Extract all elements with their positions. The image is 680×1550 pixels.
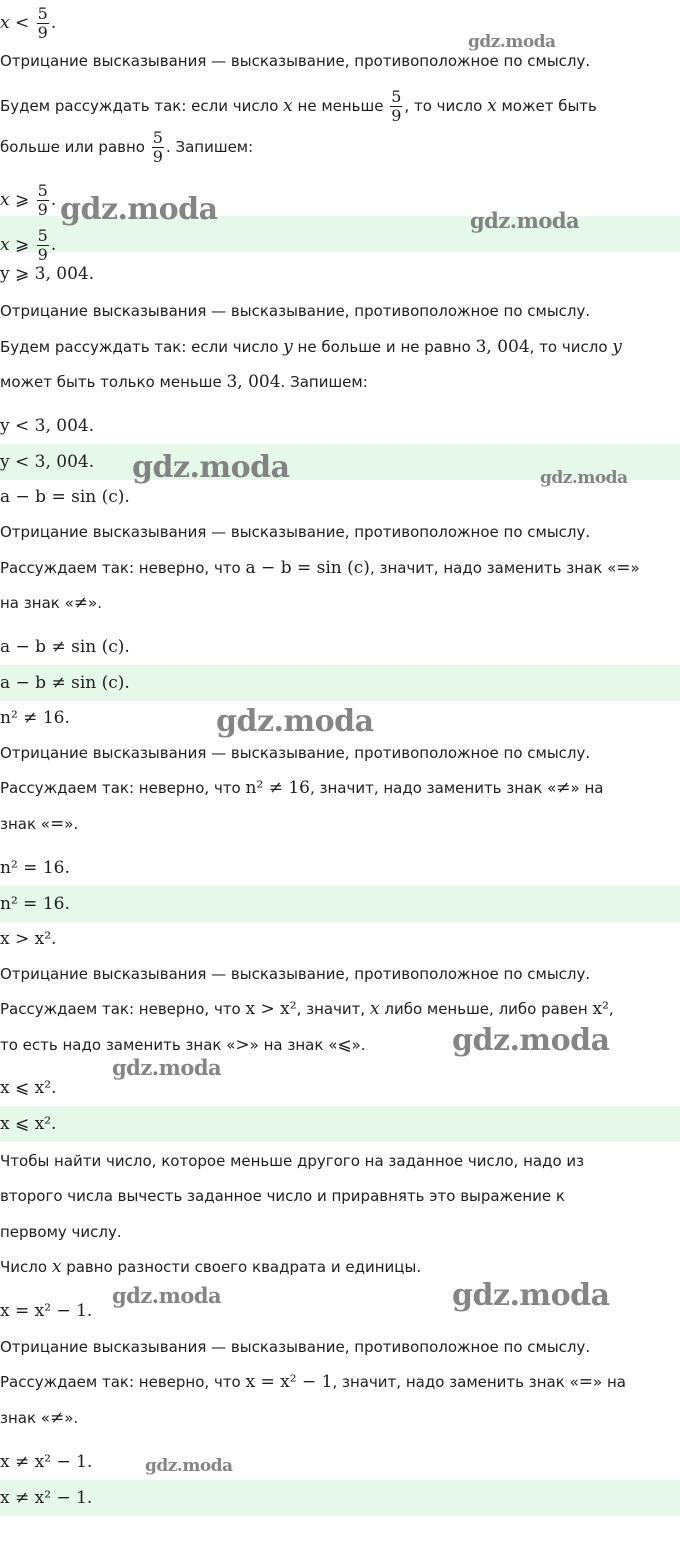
- fraction: $\frac{5}{9}$: [37, 181, 48, 219]
- watermark: gdz.moda: [452, 1023, 610, 1058]
- watermark: gdz.moda: [216, 704, 374, 739]
- answer-line: a − b ≠ sin (c).: [0, 673, 130, 693]
- fraction: $\frac{5}{9}$: [37, 4, 48, 42]
- reasoning-text: знак «=».: [0, 814, 79, 834]
- watermark: gdz.moda: [60, 192, 218, 227]
- answer-line: x ⩽ x².: [0, 1114, 57, 1134]
- statement-line: a − b = sin (c).: [0, 487, 130, 507]
- fraction: $\frac{5}{9}$: [37, 226, 48, 264]
- watermark: gdz.moda: [470, 208, 580, 233]
- reasoning-text: Рассуждаем так: неверно, что x = x² − 1, значит, надо заменить знак «=» на: [0, 1372, 626, 1392]
- watermark: gdz.moda: [132, 450, 290, 485]
- watermark: gdz.moda: [540, 468, 628, 488]
- watermark: gdz.moda: [145, 1456, 233, 1476]
- result-line: x ≠ x² − 1.: [0, 1452, 93, 1472]
- watermark: gdz.moda: [468, 32, 556, 52]
- answer-line: x ⩾ $\frac{5}{9}$ .: [0, 226, 57, 264]
- result-line: n² = 16.: [0, 858, 70, 878]
- reasoning-text: на знак «≠».: [0, 593, 102, 613]
- reasoning-text: Будем рассуждать так: если число y не больше и не равно 3, 004, то число y: [0, 337, 622, 357]
- result-line: x ⩽ x².: [0, 1078, 57, 1098]
- definition-text: Отрицание высказывания — высказывание, противоположное по смыслу.: [0, 52, 591, 70]
- statement-line: x > x².: [0, 929, 57, 949]
- reasoning-text: может быть только меньше 3, 004. Запишем:: [0, 372, 368, 392]
- statement-line: x < $\frac{5}{9}$ .: [0, 4, 57, 42]
- definition-text: Отрицание высказывания — высказывание, противоположное по смыслу.: [0, 744, 591, 762]
- definition-text: Отрицание высказывания — высказывание, противоположное по смыслу.: [0, 523, 591, 541]
- watermark: gdz.moda: [452, 1278, 610, 1313]
- definition-text: Отрицание высказывания — высказывание, противоположное по смыслу.: [0, 302, 591, 320]
- reasoning-text: Будем рассуждать так: если число x не меньше $\frac{5}{9}$ , то число x может быть: [0, 87, 597, 125]
- reasoning-text: Рассуждаем так: неверно, что x > x², значит, x либо меньше, либо равен x²,: [0, 999, 614, 1019]
- explanation-text: Число x равно разности своего квадрата и единицы.: [0, 1257, 422, 1277]
- explanation-text: первому числу.: [0, 1223, 122, 1241]
- reasoning-text: знак «≠».: [0, 1408, 79, 1428]
- result-line: y < 3, 004.: [0, 416, 95, 436]
- reasoning-text: больше или равно $\frac{5}{9}$ . Запишем:: [0, 128, 254, 166]
- watermark: gdz.moda: [112, 1283, 222, 1308]
- answer-line: x ≠ x² − 1.: [0, 1488, 93, 1508]
- statement-line: x = x² − 1.: [0, 1301, 93, 1321]
- reasoning-text: Рассуждаем так: неверно, что a − b = sin (c), значит, надо заменить знак «=»: [0, 558, 640, 578]
- reasoning-text: то есть надо заменить знак «>» на знак «⩽».: [0, 1035, 366, 1055]
- answer-line: y < 3, 004.: [0, 452, 95, 472]
- explanation-text: Чтобы найти число, которое меньше другого на заданное число, надо из: [0, 1152, 585, 1170]
- result-line: a − b ≠ sin (c).: [0, 637, 130, 657]
- fraction: $\frac{5}{9}$: [152, 128, 163, 166]
- definition-text: Отрицание высказывания — высказывание, противоположное по смыслу.: [0, 965, 591, 983]
- result-line: x ⩾ $\frac{5}{9}$ .: [0, 181, 57, 219]
- explanation-text: второго числа вычесть заданное число и приравнять это выражение к: [0, 1187, 565, 1205]
- reasoning-text: Рассуждаем так: неверно, что n² ≠ 16, значит, надо заменить знак «≠» на: [0, 778, 604, 798]
- fraction: $\frac{5}{9}$: [391, 87, 402, 125]
- statement-line: y ⩾ 3, 004.: [0, 264, 95, 284]
- definition-text: Отрицание высказывания — высказывание, противоположное по смыслу.: [0, 1338, 591, 1356]
- answer-line: n² = 16.: [0, 894, 70, 914]
- statement-line: n² ≠ 16.: [0, 708, 70, 728]
- watermark: gdz.moda: [112, 1055, 222, 1080]
